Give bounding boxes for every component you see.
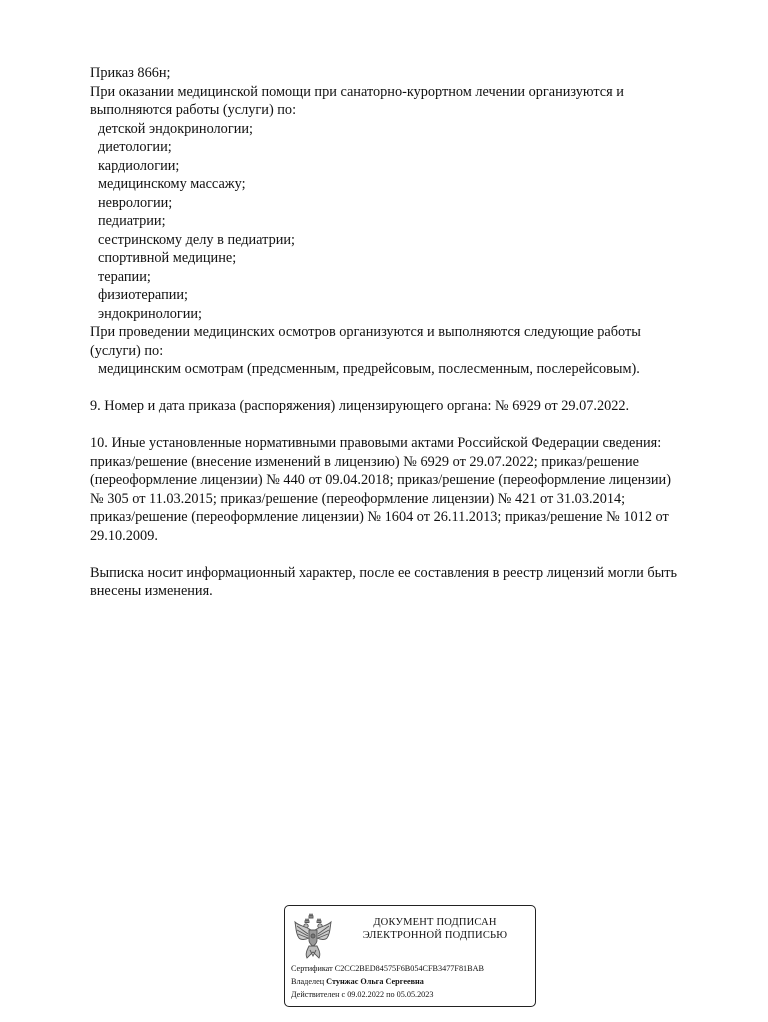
disclaimer-line: Выписка носит информационный характер, после ее составления в реестр лицензий могли быть <box>90 564 677 581</box>
exam-intro-block <box>90 323 730 360</box>
list-item: терапии; <box>98 268 151 285</box>
disclaimer <box>90 564 730 601</box>
list-item: медицинским осмотрам (предсменным, предрейсовым, послесменным, послерейсовым). <box>98 361 640 377</box>
certificate-row <box>291 962 484 975</box>
section-10-line: приказ/решение (внесение изменений в лицензию) № 6929 от 29.07.2022; приказ/решение <box>90 453 639 470</box>
section-10-line: приказ/решение (переоформление лицензии) № 1604 от 26.11.2013; приказ/решение № 1012 от <box>90 509 669 525</box>
list-item: эндокринологии; <box>98 305 202 322</box>
section-9: 9. Номер и дата приказа (распоряжения) лицензирующего органа: № 6929 от 29.07.2022. <box>90 398 630 414</box>
electronic-signature-stamp <box>284 905 536 1007</box>
list-item: неврологии; <box>98 194 173 211</box>
section-10-line: (переоформление лицензии) № 440 от 09.04.2018; приказ/решение (переоформление лицензии) <box>90 472 671 488</box>
order-line: Приказ 866н; <box>90 65 171 81</box>
stamp-title-line: ДОКУМЕНТ ПОДПИСАН <box>373 917 497 928</box>
stamp-info <box>291 962 484 1001</box>
certificate-label: Сертификат <box>291 964 333 973</box>
section-10 <box>90 434 730 545</box>
paragraph-gap <box>90 379 730 398</box>
list-item: диетологии; <box>98 139 172 155</box>
stamp-title-line: ЭЛЕКТРОННОЙ ПОДПИСЬЮ <box>362 930 508 941</box>
list-item: детской эндокринологии; <box>98 120 253 137</box>
list-item: спортивной медицине; <box>98 250 237 266</box>
paragraph-gap <box>90 416 730 435</box>
owner-label: Владелец <box>291 977 325 986</box>
exam-intro-line: (услуги) по: <box>90 342 164 359</box>
exam-services-list <box>90 360 730 379</box>
paragraph-gap <box>90 545 730 564</box>
intro-block <box>90 64 730 120</box>
section-10-line: 10. Иные установленные нормативными правовыми актами Российской Федерации сведения: <box>90 435 662 451</box>
validity-row: Действителен с 09.02.2022 по 05.05.2023 <box>291 990 434 999</box>
sanatorium-intro-line: При оказании медицинской помощи при санаторно-курортном лечении организуются и <box>90 83 624 100</box>
list-item: кардиологии; <box>98 157 180 174</box>
list-item: педиатрии; <box>98 213 166 229</box>
sanatorium-intro-line: выполняются работы (услуги) по: <box>90 102 297 118</box>
section-10-line: № 305 от 11.03.2015; приказ/решение (переоформление лицензии) № 421 от 31.03.2014; <box>90 490 626 507</box>
sanatorium-services-list <box>90 120 730 324</box>
owner-row <box>291 975 484 988</box>
double-headed-eagle-emblem-icon <box>293 912 333 960</box>
exam-intro-line: При проведении медицинских осмотров организуются и выполняются следующие работы <box>90 324 641 340</box>
section-10-line: 29.10.2009. <box>90 527 158 544</box>
list-item: сестринскому делу в педиатрии; <box>98 231 296 248</box>
list-item: физиотерапии; <box>98 287 188 303</box>
certificate-value: C2CC2BED84575F6B054CFB3477F81BAB <box>334 964 484 973</box>
disclaimer-line: внесены изменения. <box>90 583 213 599</box>
owner-value: Стунжас Ольга Сергеевна <box>326 977 424 986</box>
document-body <box>90 64 730 601</box>
stamp-title <box>345 916 525 942</box>
list-item: медицинскому массажу; <box>98 176 246 192</box>
